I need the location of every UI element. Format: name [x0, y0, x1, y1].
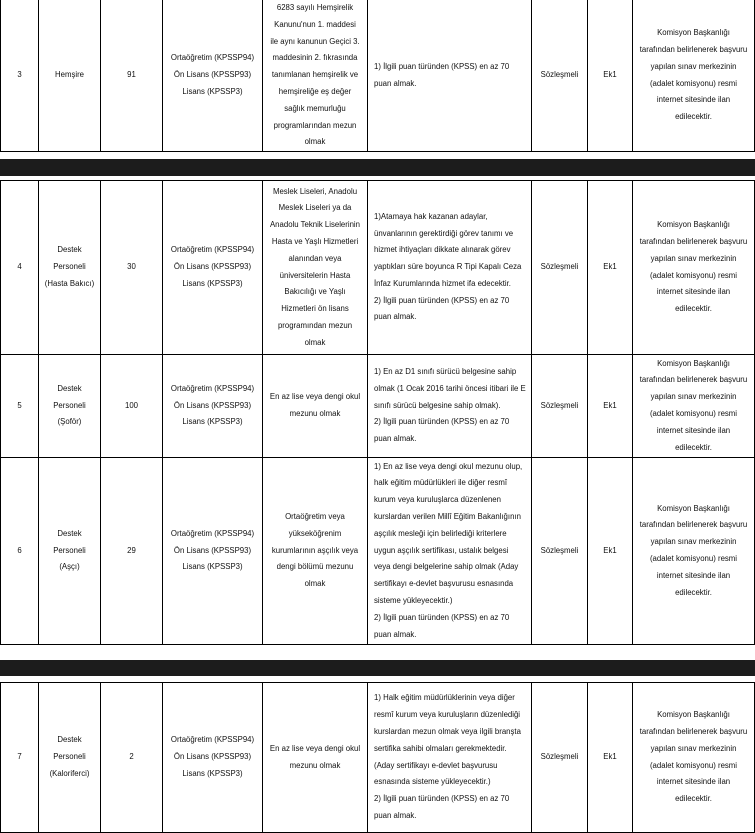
cell-annex: Ek1: [588, 355, 633, 458]
cell-position-title: [39, 458, 101, 645]
cell-text-line: (Aday sertifikayı e-devlet başvurusu: [374, 760, 498, 770]
cell-annex: Ek1: [588, 181, 633, 355]
positions-table: [0, 682, 755, 833]
cell-text-line: tarafından belirlenerek başvuru: [639, 236, 748, 246]
cell-text-line: 2) İlgili puan türünden (KPSS) en az 70: [374, 417, 510, 427]
cell-text-line: hemşireliğe eş değer: [278, 86, 352, 96]
cell-text-line: Komisyon Başkanlığı: [657, 220, 730, 230]
cell-text-line: Komisyon Başkanlığı: [657, 503, 730, 513]
cell-text-line: Hemşire: [54, 70, 85, 80]
cell-employment-type: Sözleşmeli: [532, 458, 588, 645]
cell-text-line: Lisans (KPSSP3): [182, 417, 243, 427]
cell-text-line: (Kaloriferci): [49, 768, 90, 778]
cell-text-line: (Aşçı): [59, 562, 80, 572]
cell-annex: Ek1: [588, 683, 633, 833]
cell-text-line: Ön Lisans (KPSSP93): [173, 400, 252, 410]
cell-text-line: sertifika sahibi olmaları gerekmektedir.: [374, 743, 507, 753]
cell-score-types: [163, 355, 263, 458]
cell-exam-announcement: [633, 458, 755, 645]
cell-annex: Ek1: [588, 458, 633, 645]
cell-position-count: 30: [101, 181, 163, 355]
cell-text-line: Personeli: [53, 262, 86, 272]
cell-text-line: Personeli: [53, 400, 86, 410]
cell-text-line: İnfaz Kurumlarında hizmet ifa edecektir.: [374, 278, 511, 288]
cell-text-line: aşçılık mesleği için belirlediği kriterlere: [374, 528, 507, 538]
cell-text-line: tarafından belirlenerek başvuru: [639, 520, 748, 530]
cell-text-line: internet sitesinde ilan: [656, 287, 731, 297]
cell-text-line: Ön Lisans (KPSSP93): [173, 752, 252, 762]
cell-position-count: 29: [101, 458, 163, 645]
cell-text-line: resmî kurum veya kuruluşların düzenlediği: [374, 710, 521, 720]
cell-exam-announcement: [633, 0, 755, 152]
cell-text-line: alanından veya: [288, 253, 342, 263]
cell-text-line: puan almak.: [374, 629, 417, 639]
cell-education: [263, 355, 368, 458]
cell-text-line: Lisans (KPSSP3): [182, 278, 243, 288]
cell-position-count: 2: [101, 683, 163, 833]
cell-text-line: 1) Halk eğitim müdürlüklerinin veya diğer: [374, 693, 515, 703]
cell-text-line: sağlık memurluğu: [284, 103, 346, 113]
cell-text-line: 2) İlgili puan türünden (KPSS) en az 70: [374, 295, 510, 305]
cell-text-line: edilecektir.: [675, 442, 712, 452]
cell-text-line: mezunu olmak: [289, 409, 341, 418]
cell-education: [263, 181, 368, 355]
cell-text-line: Ortaöğretim (KPSSP94): [170, 245, 255, 255]
cell-employment-type: Sözleşmeli: [532, 181, 588, 355]
cell-employment-type: Sözleşmeli: [532, 683, 588, 833]
cell-text-line: halk eğitim müdürlükleri ile diğer resmî: [374, 478, 508, 488]
cell-text-line: programlarından mezun: [273, 120, 357, 130]
cell-text-line: kurumlarının aşçılık veya: [271, 545, 359, 555]
table-section-3: [0, 682, 755, 833]
cell-text-line: (Şoför): [57, 417, 82, 427]
cell-text-line: Ortaöğretim veya: [285, 512, 345, 521]
cell-row-number: 4: [1, 181, 39, 355]
cell-requirements: [368, 355, 532, 458]
cell-text-line: Personeli: [53, 545, 86, 555]
cell-text-line: ünvanlarının gerektirdiği görev tanımı ve: [374, 228, 514, 238]
table-row: [1, 181, 755, 355]
cell-text-line: olmak: [304, 337, 326, 347]
cell-row-number: 6: [1, 458, 39, 645]
cell-text-line: En az lise veya dengi okul: [269, 392, 361, 402]
cell-text-line: olmak: [304, 579, 326, 589]
cell-position-title: [39, 181, 101, 355]
cell-text-line: Hizmetleri ön lisans: [281, 304, 349, 314]
cell-text-line: internet sitesinde ilan: [656, 777, 731, 787]
cell-text-line: Ortaöğretim (KPSSP94): [170, 735, 255, 745]
cell-text-line: Bakıcılığı ve Yaşlı: [284, 287, 346, 297]
cell-text-line: programından mezun: [277, 320, 353, 330]
cell-text-line: Hasta ve Yaşlı Hizmetleri: [271, 236, 359, 246]
cell-text-line: Anadolu Teknik Liselerinin: [269, 220, 360, 230]
cell-text-line: yapılan sınav merkezinin: [650, 61, 737, 71]
cell-text-line: internet sitesinde ilan: [656, 95, 731, 105]
cell-text-line: Ön Lisans (KPSSP93): [173, 545, 252, 555]
cell-text-line: yükseköğrenim: [288, 528, 342, 538]
cell-exam-announcement: [633, 355, 755, 458]
cell-requirements: [368, 683, 532, 833]
cell-position-count: 100: [101, 355, 163, 458]
cell-score-types: [163, 0, 263, 152]
cell-text-line: Destek: [57, 528, 82, 538]
cell-text-line: edilecektir.: [675, 304, 712, 314]
cell-text-line: Destek: [57, 735, 82, 745]
cell-text-line: Ortaöğretim (KPSSP94): [170, 53, 255, 63]
cell-text-line: yapılan sınav merkezinin: [650, 253, 737, 263]
cell-text-line: Ortaöğretim (KPSSP94): [170, 528, 255, 538]
cell-position-title: [39, 683, 101, 833]
cell-requirements: [368, 0, 532, 152]
cell-text-line: Destek: [57, 245, 82, 255]
cell-text-line: tarafından belirlenerek başvuru: [639, 44, 748, 54]
cell-text-line: 1) En az lise veya dengi okul mezunu olup,: [374, 461, 523, 471]
cell-text-line: puan almak.: [374, 78, 417, 88]
cell-text-line: internet sitesinde ilan: [656, 425, 731, 435]
cell-text-line: tanımlanan hemşirelik ve: [271, 70, 359, 80]
cell-text-line: yaptıkları süre boyunca R Tipi Kapalı Ceza: [374, 262, 522, 272]
cell-text-line: Ön Lisans (KPSSP93): [173, 262, 252, 272]
cell-text-line: Destek: [57, 383, 82, 393]
cell-text-line: Personeli: [53, 752, 86, 762]
cell-text-line: (adalet komisyonu) resmi: [649, 409, 738, 418]
cell-text-line: edilecektir.: [675, 794, 712, 804]
cell-text-line: Lisans (KPSSP3): [182, 768, 243, 778]
cell-text-line: Komisyon Başkanlığı: [657, 28, 730, 38]
cell-text-line: mezunu olmak: [289, 760, 341, 770]
cell-text-line: Komisyon Başkanlığı: [657, 358, 730, 368]
cell-text-line: (adalet komisyonu) resmi: [649, 554, 738, 563]
cell-text-line: Meslek Liseleri, Anadolu: [272, 186, 358, 196]
cell-text-line: Lisans (KPSSP3): [182, 562, 243, 572]
cell-exam-announcement: [633, 683, 755, 833]
cell-text-line: tarafından belirlenerek başvuru: [639, 726, 748, 736]
cell-text-line: yapılan sınav merkezinin: [650, 537, 737, 547]
cell-employment-type: Sözleşmeli: [532, 0, 588, 152]
cell-text-line: Meslek Liseleri ya da: [278, 203, 352, 213]
cell-text-line: üniversitelerin Hasta: [279, 270, 351, 280]
cell-score-types: [163, 683, 263, 833]
cell-text-line: Lisans (KPSSP3): [182, 86, 243, 96]
cell-position-title: [39, 355, 101, 458]
cell-text-line: internet sitesinde ilan: [656, 570, 731, 580]
cell-text-line: puan almak.: [374, 434, 417, 444]
cell-text-line: kurslardan mezun olmak veya ilgili branşta: [374, 726, 521, 736]
cell-text-line: puan almak.: [374, 312, 417, 322]
cell-text-line: (Hasta Bakıcı): [44, 278, 95, 288]
cell-text-line: (adalet komisyonu) resmi: [649, 270, 738, 280]
cell-text-line: veya dengi belgelerine sahip olmak (Aday: [374, 562, 519, 572]
cell-text-line: 1)Atamaya hak kazanan adaylar,: [374, 211, 488, 221]
cell-text-line: uygun aşçılık sertifikası, ustalık belgesi: [374, 545, 509, 555]
cell-text-line: 6283 sayılı Hemşirelik: [276, 3, 354, 12]
cell-text-line: kurum veya kuruluşlarca düzenlenen: [374, 495, 501, 505]
cell-text-line: (adalet komisyonu) resmi: [649, 78, 738, 88]
positions-table: [0, 180, 755, 645]
cell-text-line: edilecektir.: [675, 587, 712, 597]
cell-text-line: 1) İlgili puan türünden (KPSS) en az 70: [374, 61, 510, 71]
cell-text-line: sınıfı sürücü belgesine sahip olmak).: [374, 400, 501, 410]
cell-text-line: kurslardan verilen Millî Eğitim Bakanlığının: [374, 512, 521, 521]
cell-text-line: 2) İlgili puan türünden (KPSS) en az 70: [374, 612, 510, 622]
cell-text-line: tarafından belirlenerek başvuru: [639, 375, 748, 385]
cell-row-number: 5: [1, 355, 39, 458]
cell-education: [263, 0, 368, 152]
cell-annex: Ek1: [588, 0, 633, 152]
cell-text-line: (adalet komisyonu) resmi: [649, 760, 738, 770]
cell-text-line: olmak (1 Ocak 2016 tarihi öncesi itibari ile E: [374, 383, 526, 393]
cell-text-line: hizmet ihtiyaçları dikkate alınarak görev: [374, 245, 511, 255]
cell-text-line: yapılan sınav merkezinin: [650, 743, 737, 753]
cell-text-line: sertifikayı e-devlet başvurusu esnasında: [374, 579, 514, 589]
cell-row-number: 3: [1, 0, 39, 152]
table-row: [1, 0, 755, 152]
table-row: [1, 683, 755, 833]
cell-text-line: esnasında sisteme yükleyecektir.): [374, 777, 491, 787]
cell-employment-type: Sözleşmeli: [532, 355, 588, 458]
cell-requirements: [368, 181, 532, 355]
cell-score-types: [163, 458, 263, 645]
cell-requirements: [368, 458, 532, 645]
cell-score-types: [163, 181, 263, 355]
cell-text-line: yapılan sınav merkezinin: [650, 392, 737, 402]
cell-education: [263, 458, 368, 645]
positions-table: [0, 0, 755, 152]
cell-text-line: Ön Lisans (KPSSP93): [173, 70, 252, 80]
table-section-1: [0, 0, 755, 152]
cell-position-title: [39, 0, 101, 152]
cell-text-line: En az lise veya dengi okul: [269, 743, 361, 753]
cell-text-line: puan almak.: [374, 810, 417, 820]
table-row: [1, 458, 755, 645]
cell-text-line: edilecektir.: [675, 112, 712, 122]
cell-text-line: Komisyon Başkanlığı: [657, 710, 730, 720]
section-divider: [0, 159, 755, 176]
cell-text-line: olmak: [304, 137, 326, 147]
cell-text-line: Kanunu'nun 1. maddesi: [274, 19, 356, 29]
cell-text-line: 1) En az D1 sınıfı sürücü belgesine sahip: [374, 367, 517, 376]
cell-exam-announcement: [633, 181, 755, 355]
cell-text-line: Ortaöğretim (KPSSP94): [170, 383, 255, 393]
table-section-2: [0, 180, 755, 645]
cell-text-line: maddesinin 2. fıkrasında: [272, 53, 358, 63]
cell-text-line: ile aynı kanunun Geçici 3.: [270, 36, 360, 46]
table-row: [1, 355, 755, 458]
cell-text-line: sisteme yükleyecektir.): [374, 595, 453, 605]
cell-row-number: 7: [1, 683, 39, 833]
cell-text-line: 2) İlgili puan türünden (KPSS) en az 70: [374, 794, 510, 804]
cell-text-line: dengi bölümü mezunu: [276, 562, 354, 572]
cell-position-count: 91: [101, 0, 163, 152]
section-divider: [0, 660, 755, 676]
cell-education: [263, 683, 368, 833]
